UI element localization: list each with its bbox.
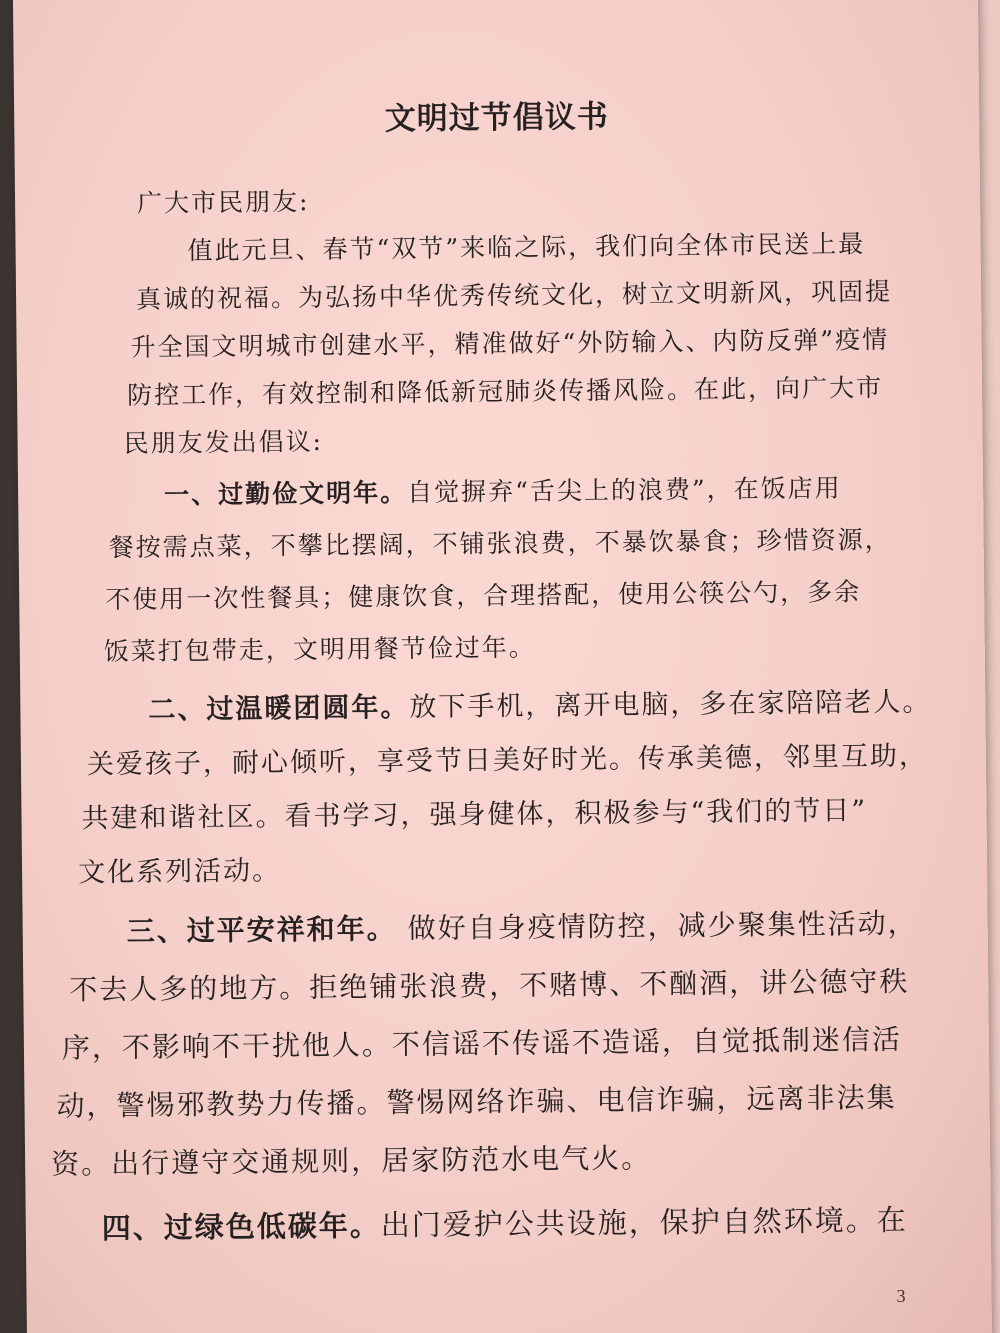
section-heading: 四、过绿色低碳年。 bbox=[101, 1208, 382, 1246]
intro-line: 防控工作，有效控制和降低新冠肺炎传播风险。在此，向广大市 bbox=[126, 372, 884, 410]
section-heading: 三、过平安祥和年。 bbox=[126, 912, 397, 948]
section-first-line bbox=[148, 680, 931, 727]
document-page bbox=[13, 0, 992, 1333]
section-line: 关爱孩子，耐心倾听，享受节日美好时光。传承美德，邻里互助， bbox=[86, 740, 929, 781]
page-number: 3 bbox=[896, 1285, 906, 1306]
section-heading: 一、过勤俭文明年。 bbox=[163, 477, 408, 510]
document-title: 文明过节倡议书 bbox=[384, 98, 609, 138]
intro-line: 真诚的祝福。为弘扬中华优秀传统文化，树立文明新风，巩固提 bbox=[135, 276, 893, 314]
section-first-line bbox=[102, 1198, 908, 1247]
intro-line: 值此元旦、春节“双节”来临之际，我们向全体市民送上最 bbox=[187, 229, 866, 266]
section-line: 序，不影响不干扰他人。不信谣不传谣不造谣，自觉抵制迷信活 bbox=[61, 1022, 903, 1065]
section-line: 动，警惕邪教势力传播。警惕网络诈骗、电信诈骗，远离非法集 bbox=[56, 1080, 897, 1123]
section-line: 资。出行遵守交通规则，居家防范水电气火。 bbox=[50, 1141, 652, 1181]
intro-line: 升全国文明城市创建水平，精准做好“外防输入、内防反弹”疫情 bbox=[130, 324, 890, 362]
section-line: 文化系列活动。 bbox=[77, 855, 282, 889]
intro-line: 民朋友发出倡议: bbox=[123, 426, 324, 458]
section-line: 餐按需点菜，不攀比摆阔，不铺张浪费，不暴饮暴食；珍惜资源， bbox=[108, 524, 892, 563]
section-text: 自觉摒弃“舌尖上的浪费”，在饭店用 bbox=[406, 473, 842, 507]
section-text: 放下手机，离开电脑，多在家陪陪老人。 bbox=[409, 686, 932, 723]
section-line: 共建和谐社区。看书学习，强身健体，积极参与“我们的节日” bbox=[81, 795, 868, 835]
section-heading: 二、过温暖团圆年。 bbox=[148, 691, 410, 726]
section-line: 不去人多的地方。拒绝铺张浪费，不赌博、不酗酒，讲公德守秩 bbox=[69, 964, 910, 1007]
document-content bbox=[13, 0, 992, 1333]
section-first-line bbox=[164, 468, 842, 511]
section-text: 做好自身疫情防控，减少聚集性活动， bbox=[396, 906, 918, 946]
section-line: 饭菜打包带走，文明用餐节俭过年。 bbox=[103, 632, 536, 667]
greeting: 广大市民朋友: bbox=[136, 186, 310, 218]
section-line: 不使用一次性餐具；健康饮食，合理搭配，使用公筷公勺，多余 bbox=[105, 577, 862, 615]
section-text: 出门爱护公共设施，保护自然环境。在 bbox=[380, 1202, 908, 1243]
section-first-line bbox=[126, 902, 917, 950]
